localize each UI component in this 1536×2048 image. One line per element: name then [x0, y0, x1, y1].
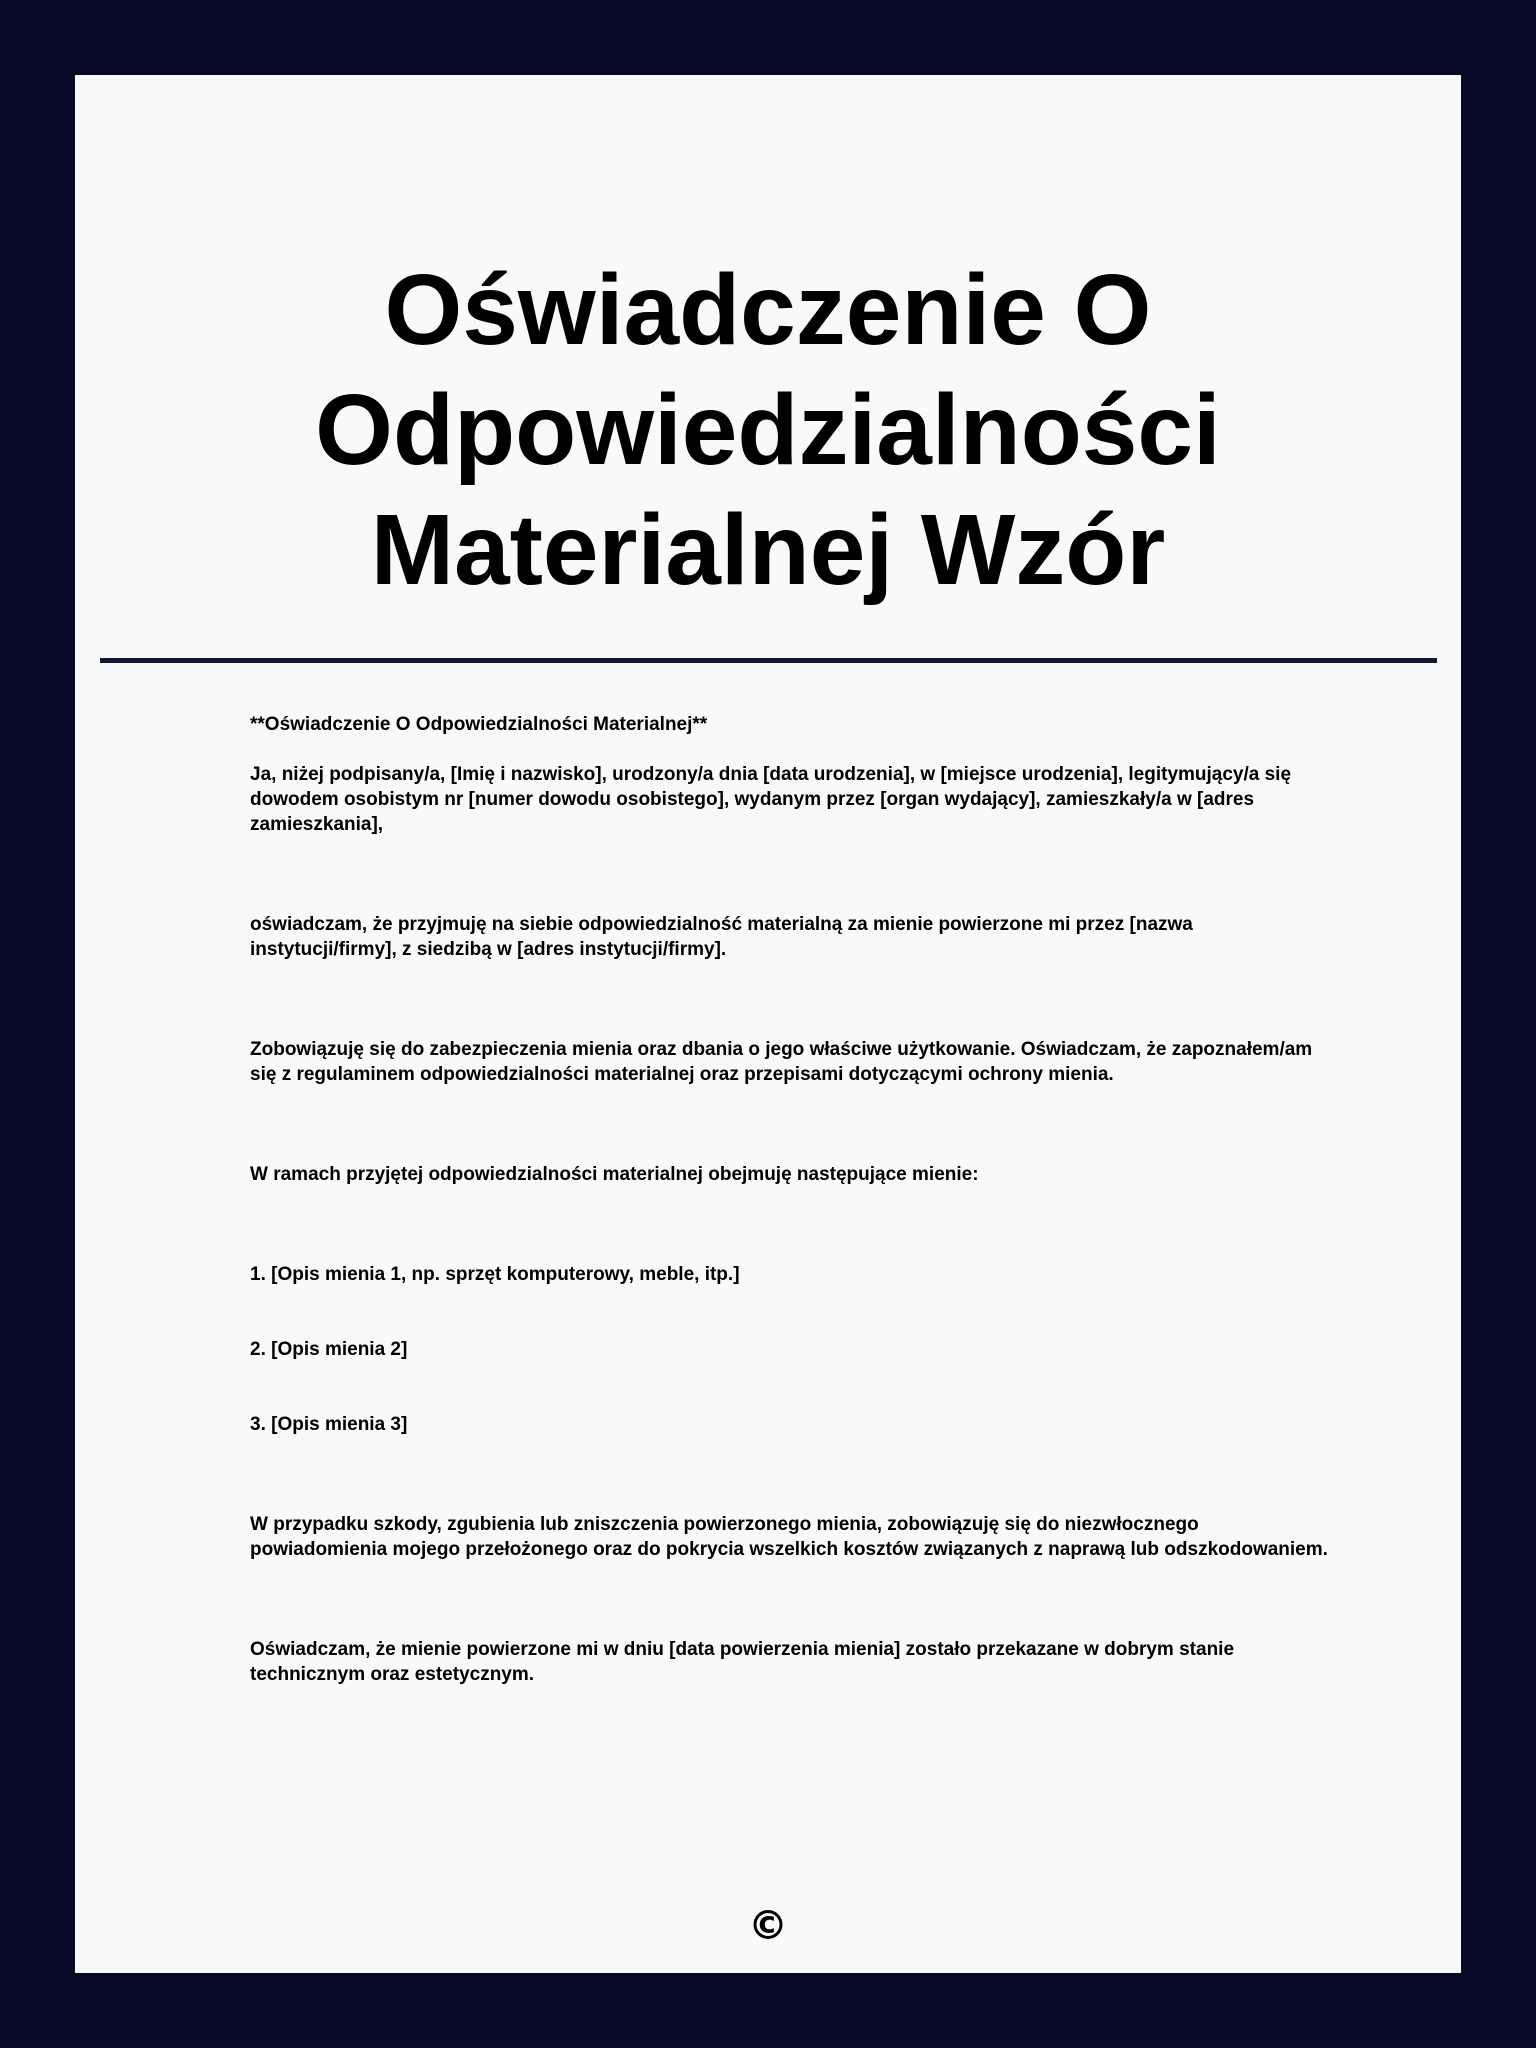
- title-divider: [100, 658, 1437, 663]
- property-list-item: 2. [Opis mienia 2]: [250, 1339, 408, 1360]
- copyright-icon: ©: [748, 1903, 788, 1949]
- declaration-paragraph: oświadczam, że przyjmuję na siebie odpowiedzialność materialną za mienie powierzone mi przez [nazwa instytucji/firmy], z siedzibą w [adres instytucji/firmy].: [250, 914, 1193, 960]
- document-page: [75, 75, 1461, 1973]
- document-title: Oświadczenie O Odpowiedzialności Materialnej Wzór: [315, 254, 1221, 606]
- list-intro-paragraph: W ramach przyjętej odpowiedzialności materialnej obejmuję następujące mienie:: [250, 1164, 979, 1185]
- condition-paragraph: Oświadczam, że mienie powierzone mi w dniu [data powierzenia mienia] zostało przekazane w dobrym stanie technicznym oraz estetycznym.: [250, 1639, 1235, 1685]
- damage-paragraph: W przypadku szkody, zgubienia lub zniszczenia powierzonego mienia, zobowiązuję się do niezwłocznego powiadomienia mojego przełożonego oraz do pokrycia wszelkich kosztów związanych z naprawą lub odszkodowaniem.: [250, 1514, 1328, 1560]
- property-list-item: 1. [Opis mienia 1, np. sprzęt komputerowy, meble, itp.]: [250, 1264, 740, 1285]
- intro-paragraph: Ja, niżej podpisany/a, [Imię i nazwisko], urodzony/a dnia [data urodzenia], w [miejsce urodzenia], legitymujący/a się dowodem osobistym nr [numer dowodu osobistego], wydanym przez [organ wydający], zamieszkały/a w [adres zamieszkania],: [250, 764, 1292, 835]
- property-list-item: 3. [Opis mienia 3]: [250, 1414, 408, 1435]
- obligation-paragraph: Zobowiązuję się do zabezpieczenia mienia oraz dbania o jego właściwe użytkowanie. Oświadczam, że zapoznałem/am się z regulaminem odpowiedzialności materialnej oraz przepisami dotyczącymi ochrony mienia.: [250, 1039, 1313, 1085]
- body-heading: **Oświadczenie O Odpowiedzialności Materialnej**: [250, 714, 708, 735]
- document-body: [250, 712, 1340, 1687]
